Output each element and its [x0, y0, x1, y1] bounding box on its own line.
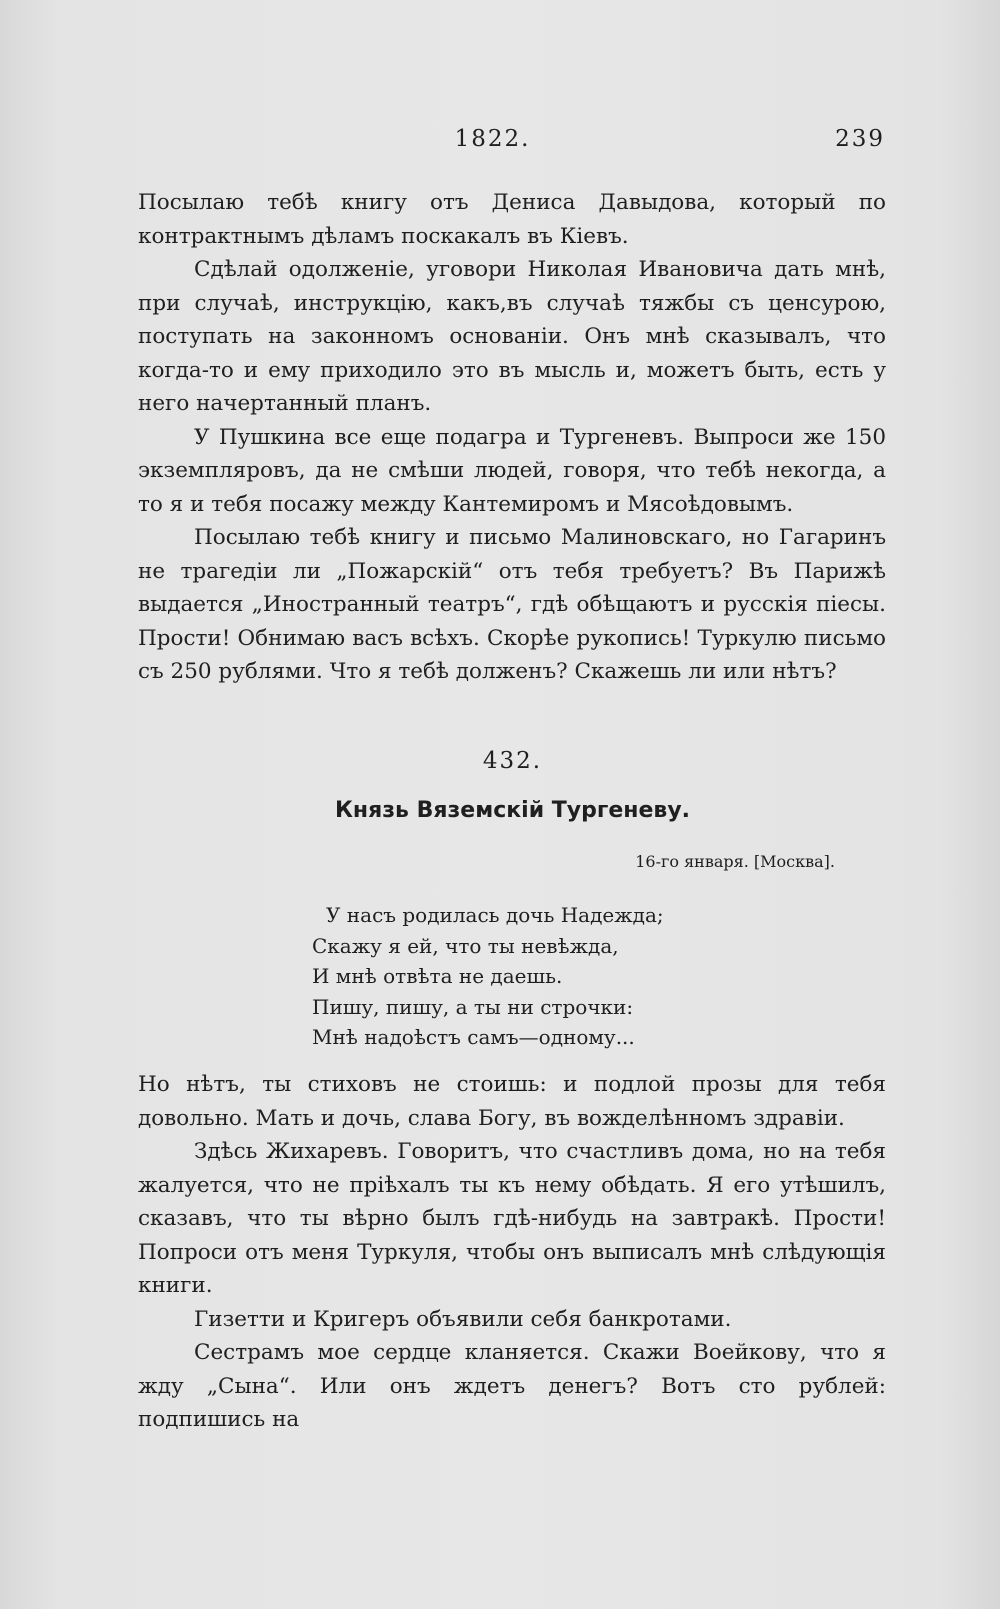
paragraph: Посылаю тебѣ книгу отъ Дениса Давыдова, который по контрактнымъ дѣламъ поскакалъ въ Кіевъ. [138, 190, 886, 249]
verse-line: Пишу, пишу, а ты ни строчки: [312, 994, 634, 1019]
header-year: 1822. [454, 126, 531, 152]
verse-line: Мнѣ надоѣстъ самъ—одному... [312, 1025, 635, 1049]
paragraph: Посылаю тебѣ книгу и письмо Малиновскаго, но Гагаринъ не трагедіи ли „Пожарскій“ отъ тебя требуетъ? Въ Парижѣ выдается „Иностранный театръ“, гдѣ обѣщаютъ и русскія піесы. Прости! Обнимаю васъ всѣхъ. Скорѣе рукопись! Туркулю письмо съ 250 рублями. Что я тебѣ долженъ? Скажешь ли или нѣтъ? [138, 525, 886, 684]
paragraph: Сестрамъ мое сердце кланяется. Скажи Воейкову, что я жду „Сына“. Или онъ ждетъ денегъ? Вотъ сто рублей: подпишись на [138, 1340, 886, 1432]
letter-number: 432. [482, 748, 543, 774]
paragraph: Здѣсь Жихаревъ. Говоритъ, что счастливъ дома, но на тебя жалуется, что не пріѣхалъ ты къ нему обѣдать. Я его утѣшилъ, сказавъ, что ты вѣрно былъ гдѣ-нибудь на завтракѣ. Прости! Попроси отъ меня Туркуля, чтобы онъ выписалъ мнѣ слѣдующія книги. [138, 1139, 886, 1298]
paragraph: У Пушкина все еще подагра и Тургеневъ. Выпроси же 150 экземпляровъ, да не смѣши людей, говоря, что тебѣ некогда, а то я и тебя посажу между Кантемиромъ и Мясоѣдовымъ. [138, 424, 886, 517]
paragraph: Гизетти и Кригеръ объявили себя банкротами. [194, 1306, 732, 1332]
letter-title: Князь Вяземскій Тургеневу. [334, 798, 691, 823]
letter-continuation-text [138, 186, 886, 689]
letter-body-text [138, 1068, 886, 1437]
running-header [140, 126, 885, 166]
letter-dateline: 16-го января. [Москва]. [635, 852, 835, 871]
page-number: 239 [835, 126, 885, 152]
verse-block [312, 900, 664, 1053]
verse-line: У насъ родилась дочь Надежда; [326, 903, 664, 927]
verse-line: Скажу я ей, что ты невѣжда, [312, 933, 619, 958]
paragraph: Но нѣтъ, ты стиховъ не стоишь: и подлой прозы для тебя довольно. Мать и дочь, слава Богу, въ вожделѣнномъ здравіи. [138, 1072, 886, 1131]
paragraph: Сдѣлай одолженіе, уговори Николая Ивановича дать мнѣ, при случаѣ, инструкцію, какъ,въ случаѣ тяжбы съ ценсурою, поступать на законномъ основаніи. Онъ мнѣ сказывалъ, что когда-то и ему приходило это въ мысль и, можетъ быть, есть у него начертанный планъ. [138, 257, 886, 416]
verse-line: И мнѣ отвѣта не даешь. [312, 964, 563, 988]
